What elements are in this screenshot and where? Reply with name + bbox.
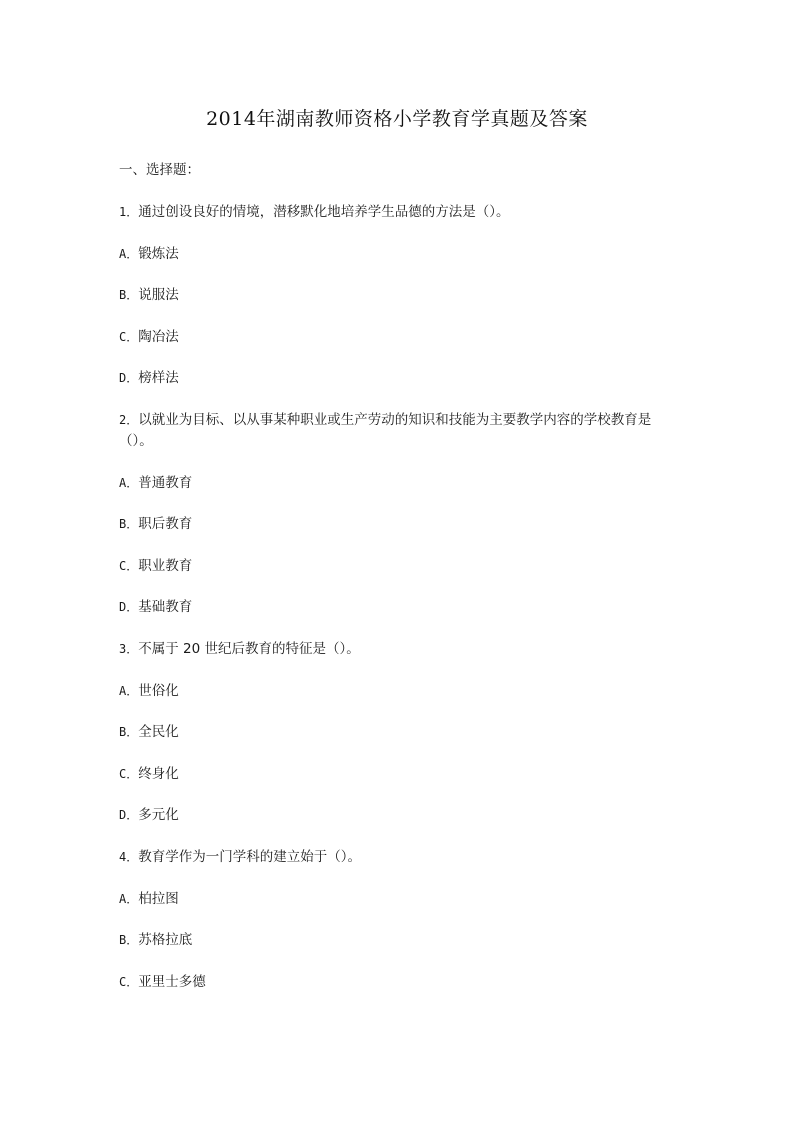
option-letter: D． [119,808,139,822]
option-text: 世俗化 [138,682,179,699]
option-letter: A． [119,683,139,698]
option-text: 全民化 [138,724,179,740]
option-1b [119,285,679,306]
option-letter: A． [119,891,139,906]
option-letter: A． [119,475,139,490]
question-text: 教育学作为一门学科的建立始于（）。 [138,848,361,865]
option-2d [119,597,679,618]
question-4 [119,847,679,868]
option-letter: B． [119,288,139,302]
option-text: 普通教育 [138,474,193,491]
option-3a [119,681,679,702]
option-2a [119,473,679,494]
option-letter: D． [119,600,139,614]
option-text: 职后教育 [138,516,193,532]
option-2c [119,556,679,577]
question-number: 3． [119,641,139,656]
option-text: 锻炼法 [138,245,179,262]
option-3d [119,805,679,826]
option-text: 苏格拉底 [138,932,193,948]
option-letter: B． [119,933,139,947]
page-title: 2014年湖南教师资格小学教育学真题及答案 [206,108,588,130]
option-letter: C． [119,974,139,989]
question-text: 以就业为目标、以从事某种职业或生产劳动的知识和技能为主要教学内容的学校教育是（）。 [119,411,652,449]
section-heading: 一、选择题： [119,162,200,178]
option-text: 基础教育 [138,599,193,615]
option-letter: C． [119,766,139,781]
option-letter: A． [119,246,139,261]
option-4c [119,972,679,993]
question-1 [119,202,679,223]
option-letter: B． [119,517,139,531]
option-3c [119,764,679,785]
question-text: 通过创设良好的情境，潜移默化地培养学生品德的方法是（）。 [138,203,510,220]
question-number: 2． [119,412,139,427]
question-number: 1． [119,204,139,219]
option-3b [119,722,679,743]
question-number: 4． [119,849,139,864]
option-text: 榜样法 [138,370,179,386]
option-1a [119,244,679,265]
option-text: 终身化 [138,765,179,782]
option-4a [119,889,679,910]
document-body [119,160,679,1013]
option-text: 柏拉图 [138,890,179,907]
option-4b [119,930,679,951]
option-text: 职业教育 [138,557,193,574]
option-letter: C． [119,329,139,344]
option-text: 亚里士多德 [138,973,206,990]
option-letter: B． [119,725,139,739]
option-text: 多元化 [138,807,179,823]
option-1d [119,368,679,389]
option-letter: D． [119,371,139,385]
question-2 [119,410,679,452]
question-text: 不属于 20 世纪后教育的特征是（）。 [138,640,360,657]
option-text: 说服法 [138,287,179,303]
option-2b [119,514,679,535]
question-3 [119,639,679,660]
option-letter: C． [119,558,139,573]
option-text: 陶冶法 [138,328,179,345]
option-1c [119,327,679,348]
